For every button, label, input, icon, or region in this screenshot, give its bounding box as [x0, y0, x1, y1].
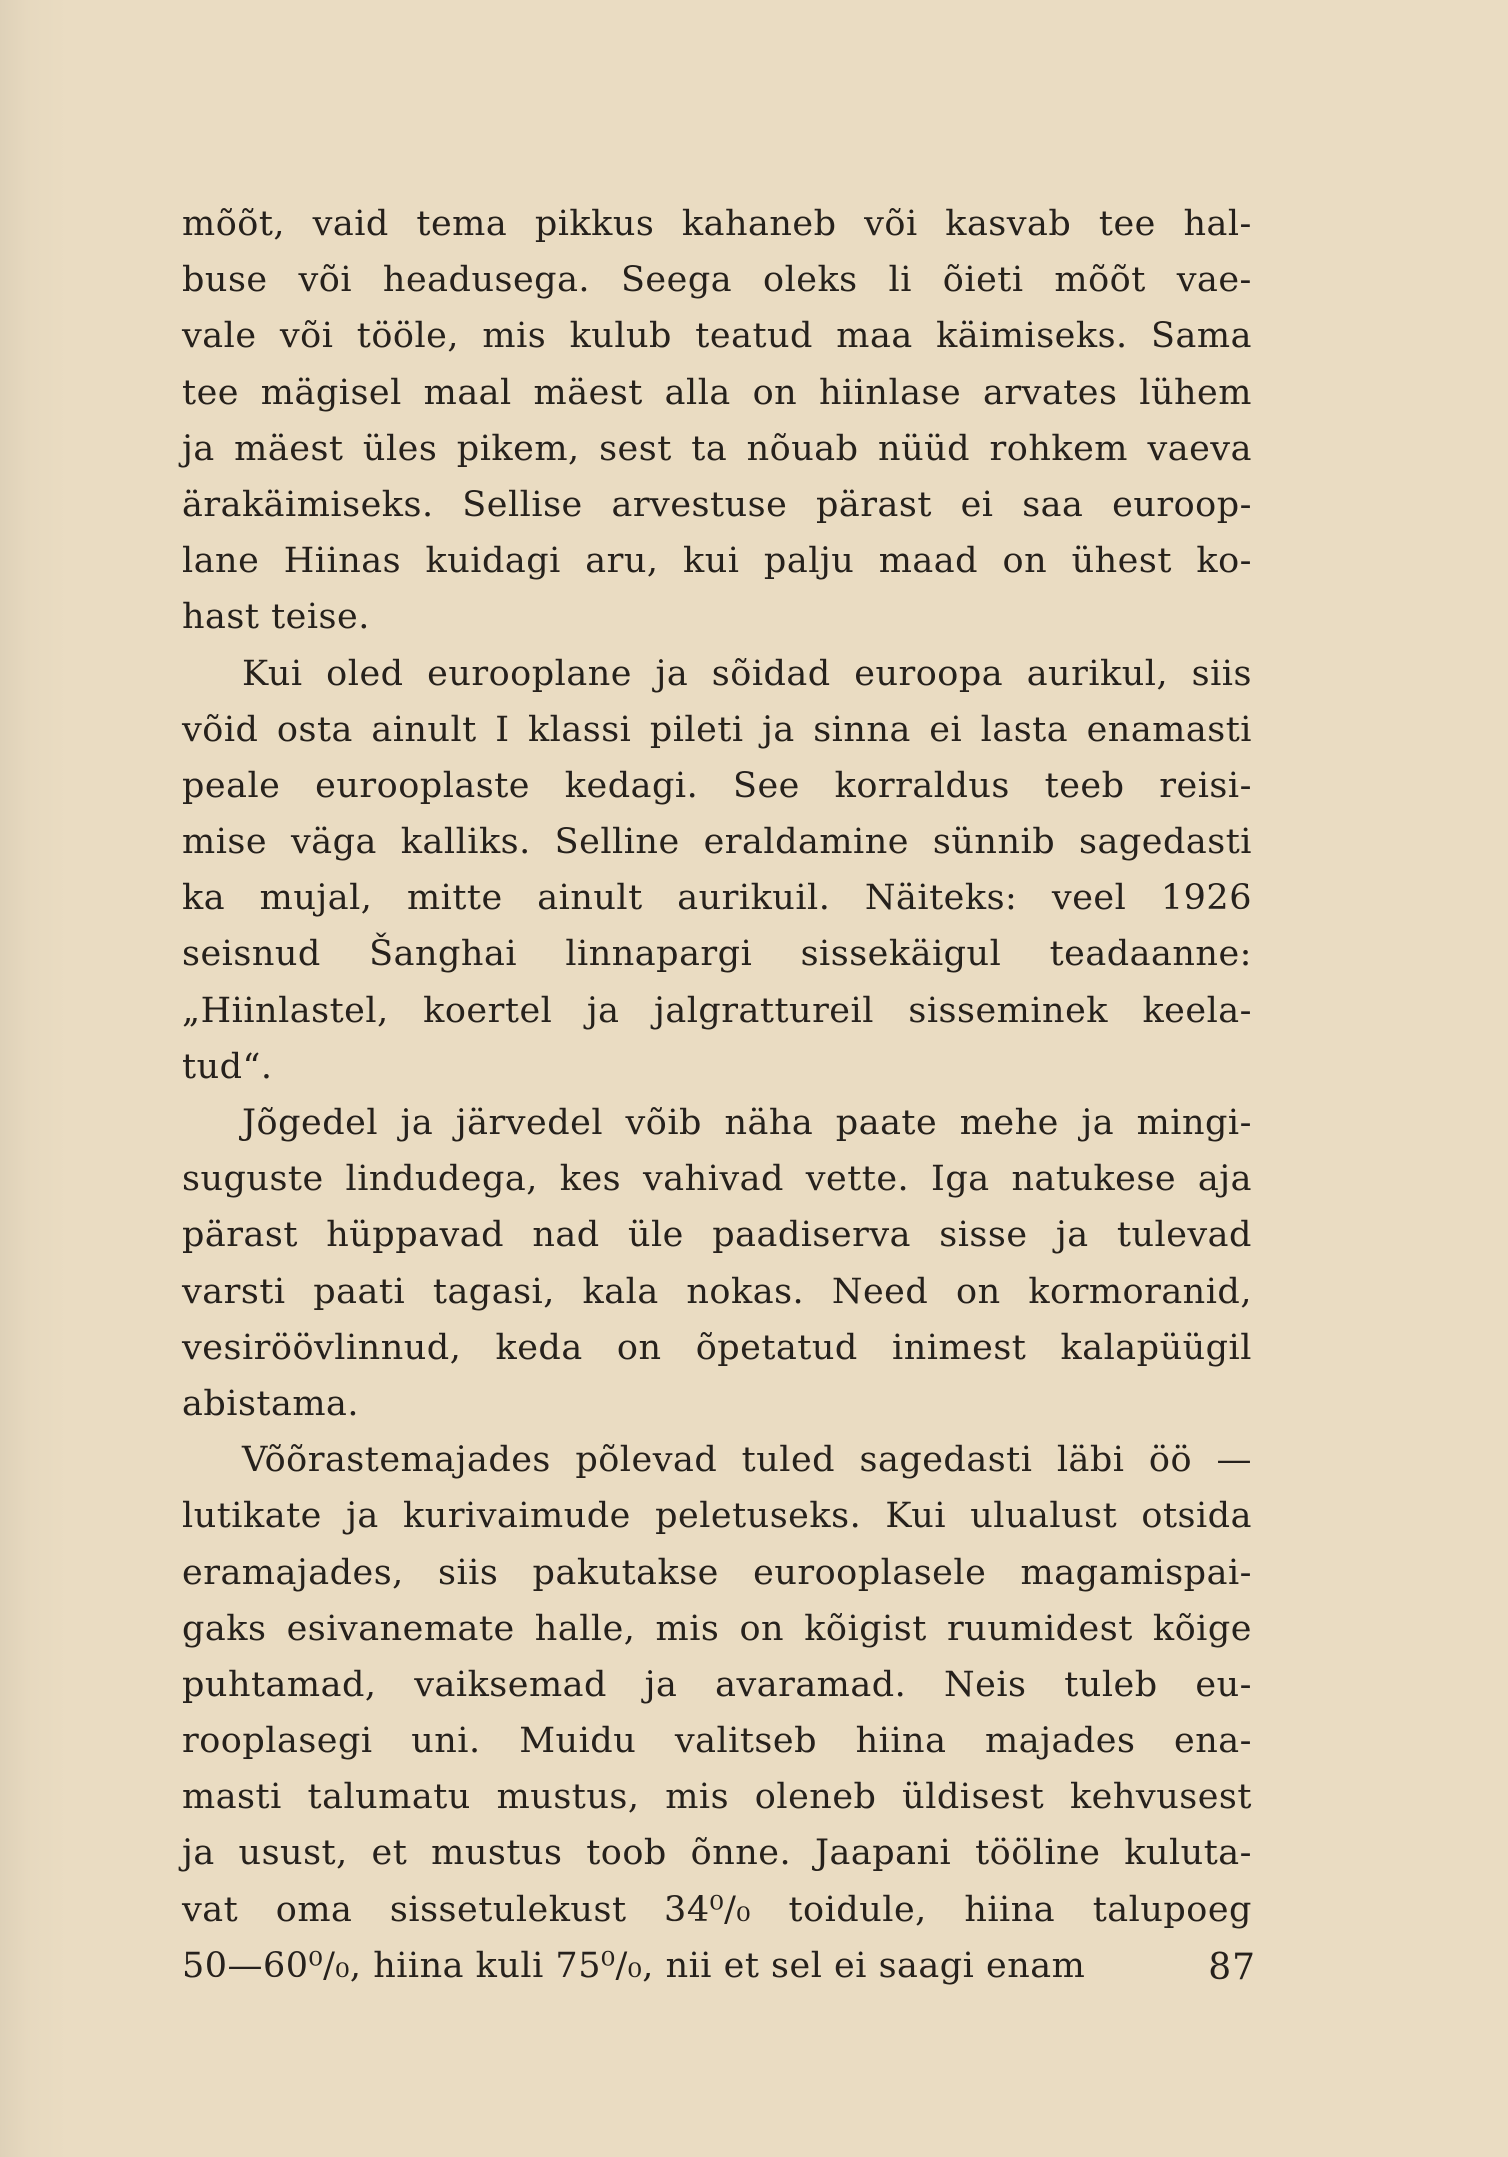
word: saa [1022, 484, 1084, 525]
word: majades [985, 1721, 1136, 1762]
word: nüüd [878, 428, 971, 469]
paragraph [182, 196, 1252, 646]
word: mise [182, 822, 268, 863]
word: üle [627, 1215, 684, 1256]
word: 75⁰/₀, [555, 1945, 666, 1986]
word: Jõgedel [242, 1103, 379, 1143]
word: et [371, 1833, 408, 1874]
word: hiina [373, 1945, 476, 1986]
word: pileti [649, 709, 744, 750]
word: Muidu [519, 1721, 637, 1762]
word: lindudega, [345, 1159, 538, 1200]
word: keda [495, 1327, 583, 1368]
word: kasvab [945, 204, 1072, 244]
word: aurikuil. [677, 878, 831, 919]
word: eurooplasele [753, 1552, 987, 1593]
word: ja [400, 1103, 434, 1143]
word: lasta [980, 709, 1069, 750]
text-line [182, 1151, 1252, 1207]
word: vette. [805, 1159, 910, 1200]
word: tee [182, 372, 239, 413]
word: vesiröövlinnud, [182, 1327, 462, 1368]
word: ja [182, 428, 215, 469]
text-line [182, 758, 1252, 814]
text-line [182, 1713, 1252, 1769]
word: sissekäigul [800, 934, 1002, 975]
word: mägisel [260, 372, 402, 413]
word: maad [878, 541, 979, 582]
word: uni. [411, 1721, 481, 1762]
word: magamispai- [1020, 1552, 1252, 1593]
word: halle, [534, 1608, 636, 1649]
word: tööle, [356, 316, 460, 357]
word: ja [762, 709, 795, 750]
text-line [182, 421, 1252, 477]
word: ärakäimiseks. [182, 484, 434, 525]
word: paate [835, 1103, 938, 1143]
text-line [182, 1095, 1252, 1151]
word: rooplasegi [182, 1721, 373, 1762]
word: ja [1055, 1215, 1089, 1256]
word: kormoranid, [1028, 1271, 1252, 1312]
text-line [182, 196, 1252, 252]
word: eu- [1195, 1664, 1252, 1705]
text-line [182, 1207, 1252, 1263]
word: buse [182, 260, 268, 301]
page-number: 87 [1208, 1947, 1256, 1988]
word: nad [532, 1215, 600, 1256]
word: väga [290, 822, 377, 863]
word: Sellise [462, 484, 583, 525]
word: oleneb [754, 1777, 877, 1818]
word: mäest [234, 428, 344, 469]
text-line [182, 646, 1252, 702]
word: oma [275, 1889, 353, 1930]
word: keela- [1142, 990, 1252, 1031]
text-line [182, 1432, 1252, 1488]
word: või [298, 260, 353, 301]
word: tulevad [1116, 1215, 1252, 1256]
word: tud“. [182, 1046, 273, 1087]
text-line [182, 1769, 1252, 1825]
word: vahivad [642, 1159, 784, 1200]
word: teise. [271, 597, 370, 638]
word: jalgrattureil [653, 990, 874, 1031]
word: pärast [182, 1215, 298, 1256]
word: tööline [975, 1833, 1101, 1874]
word: eurooplane [427, 653, 632, 694]
word: tagasi, [432, 1271, 555, 1312]
word: mis [482, 316, 547, 357]
word: Võõrastemajades [242, 1440, 551, 1481]
word: I [495, 709, 510, 750]
word: inimest [892, 1327, 1027, 1368]
text-line [182, 1488, 1252, 1544]
word: kahaneb [681, 204, 837, 244]
word: euroopa [854, 653, 1004, 694]
word: öö [1148, 1440, 1193, 1481]
word: sissetulekust [389, 1889, 627, 1930]
word: sagedasti [1079, 822, 1252, 863]
word: hiina [855, 1721, 947, 1762]
word: korraldus [834, 765, 1010, 806]
word: hiinlase [818, 372, 962, 413]
word: masti [182, 1777, 282, 1818]
word: Seega [620, 260, 733, 301]
text-line [182, 983, 1252, 1039]
word: 1926 [1160, 878, 1252, 919]
word: 34⁰/₀ [664, 1889, 751, 1930]
word: gaks [182, 1608, 267, 1649]
word: See [732, 765, 800, 806]
word: aja [1197, 1159, 1252, 1200]
word: Näiteks: [864, 878, 1018, 919]
word: mõõt, [182, 204, 286, 244]
word: ja [655, 653, 689, 694]
word: tuled [741, 1440, 836, 1481]
word: vat [182, 1889, 239, 1930]
word: linnapargi [565, 934, 753, 975]
word: hal- [1183, 204, 1252, 244]
word: — [1216, 1440, 1252, 1481]
word: Iga [931, 1159, 990, 1200]
word: esivanemate [286, 1608, 515, 1649]
text-line [182, 252, 1252, 308]
word: teadaanne: [1049, 934, 1252, 975]
word: euroop- [1112, 484, 1252, 525]
word: enamasti [1086, 709, 1252, 750]
word: õnne. [690, 1833, 792, 1874]
word: sinna [813, 709, 911, 750]
word: läbi [1056, 1440, 1125, 1481]
word: talupoeg [1092, 1889, 1252, 1930]
word: ainult [537, 878, 643, 919]
word: on [956, 1271, 1001, 1312]
word: peale [182, 765, 281, 806]
word: sõidad [711, 653, 831, 694]
word: sel [771, 1945, 835, 1986]
body-text [182, 196, 1252, 1994]
word: on [1002, 541, 1048, 582]
word: sisseminek [908, 990, 1108, 1031]
word: ja [1081, 1103, 1115, 1143]
word: 50—60⁰/₀, [182, 1945, 374, 1986]
word: tee [1098, 204, 1156, 244]
word: otsida [1141, 1496, 1252, 1537]
word: kes [559, 1159, 622, 1200]
word: ta [691, 428, 728, 469]
text-line [182, 926, 1252, 982]
word: maa [836, 316, 913, 357]
word: vae- [1176, 260, 1252, 301]
word: kalliks. [400, 822, 531, 863]
word: pärast [815, 484, 932, 525]
word: nii [665, 1945, 724, 1986]
word: kuli [475, 1945, 556, 1986]
word: siis [438, 1552, 499, 1593]
paragraph [182, 1432, 1252, 1994]
word: talumatu [307, 1777, 471, 1818]
text-line [182, 365, 1252, 421]
word: siis [1191, 653, 1252, 694]
text-line [182, 1264, 1252, 1320]
word: Selline [554, 822, 680, 863]
text-line [182, 308, 1252, 364]
text-line [182, 589, 1252, 645]
word: hast [182, 597, 272, 638]
word: sest [599, 428, 672, 469]
word: ühest [1071, 541, 1172, 582]
word: aru, [585, 541, 659, 582]
word: reisi- [1159, 765, 1252, 806]
word: lane [182, 541, 260, 582]
word: mitte [406, 878, 503, 919]
word: ei [834, 1945, 879, 1986]
word: kuluta- [1124, 1833, 1252, 1874]
word: näha [724, 1103, 814, 1143]
word: arvestuse [611, 484, 788, 525]
word: ka [182, 878, 226, 919]
word: mis [665, 1777, 730, 1818]
word: varsti [182, 1271, 286, 1312]
word: palju [763, 541, 855, 582]
word: eraldamine [703, 822, 910, 863]
word: tema [416, 204, 508, 244]
word: võib [625, 1103, 702, 1143]
word: ja [644, 1664, 678, 1705]
word: paadiserva [712, 1215, 911, 1256]
word: mustus [431, 1833, 563, 1874]
word: järvedel [455, 1103, 604, 1143]
text-line [182, 1657, 1252, 1713]
word: ja [346, 1496, 379, 1537]
word: avaramad. [715, 1664, 907, 1705]
word: kuidagi [425, 541, 561, 582]
word: õpetatud [695, 1327, 858, 1368]
word: teeb [1044, 765, 1125, 806]
word: pikem, [456, 428, 580, 469]
word: kala [582, 1271, 659, 1312]
word: veel [1051, 878, 1127, 919]
word: Sama [1151, 316, 1252, 357]
word: Šanghai [369, 934, 518, 975]
word: tuleb [1064, 1664, 1158, 1705]
word: suguste [182, 1159, 324, 1200]
text-line [182, 1039, 1252, 1095]
word: maal [423, 372, 512, 413]
word: seisnud [182, 934, 321, 975]
word: kui [683, 541, 740, 582]
text-line [182, 1376, 1252, 1432]
word: vaid [312, 204, 389, 244]
text-line [182, 1938, 1252, 1994]
word: teatud [695, 316, 813, 357]
text-line [182, 1825, 1252, 1881]
word: rohkem [989, 428, 1128, 469]
word: ulualust [970, 1496, 1118, 1537]
word: kõigist [804, 1608, 927, 1649]
text-line [182, 1882, 1252, 1938]
word: ja [586, 990, 620, 1031]
text-line [182, 533, 1252, 589]
word: kedagi. [564, 765, 699, 806]
word: mujal, [259, 878, 373, 919]
word: pikkus [534, 204, 655, 244]
word: abistama. [182, 1383, 360, 1424]
word: hiina [964, 1889, 1056, 1930]
word: saagi [878, 1945, 986, 1986]
word: või [864, 204, 918, 244]
word: eurooplaste [315, 765, 531, 806]
word: mehe [959, 1103, 1059, 1143]
word: vale [182, 316, 257, 357]
word: Hiinas [283, 541, 402, 582]
word: on [739, 1608, 785, 1649]
word: sagedasti [859, 1440, 1033, 1481]
word: aurikul, [1026, 653, 1169, 694]
word: ena- [1174, 1721, 1252, 1762]
word: kalapüügil [1060, 1327, 1252, 1368]
word: alla [664, 372, 731, 413]
word: ei [929, 709, 963, 750]
word: mustus, [496, 1777, 640, 1818]
word: kurivaimude [403, 1496, 631, 1537]
text-line [182, 1320, 1252, 1376]
word: Jaapani [814, 1833, 952, 1874]
word: võid [182, 709, 259, 750]
word: nokas. [686, 1271, 805, 1312]
word: paati [313, 1271, 406, 1312]
word: lutikate [182, 1496, 322, 1537]
word: või [279, 316, 334, 357]
word: „Hiinlastel, [182, 990, 389, 1031]
word: Need [831, 1271, 929, 1312]
word: nõuab [746, 428, 859, 469]
word: ja [182, 1833, 215, 1874]
word: Kui [242, 653, 303, 694]
word: toob [586, 1833, 667, 1874]
word: kõige [1152, 1608, 1252, 1649]
word: on [752, 372, 798, 413]
word: eramajades, [182, 1552, 404, 1593]
word: käimiseks. [936, 316, 1128, 357]
word: üles [362, 428, 438, 469]
text-line [182, 477, 1252, 533]
word: vaeva [1147, 428, 1252, 469]
word: et [723, 1945, 772, 1986]
paragraph [182, 646, 1252, 1096]
word: osta [276, 709, 353, 750]
word: klassi [527, 709, 632, 750]
word: ainult [371, 709, 477, 750]
word: pakutakse [532, 1552, 719, 1593]
word: üldisest [902, 1777, 1045, 1818]
text-line [182, 814, 1252, 870]
word: Neis [944, 1664, 1027, 1705]
text-line [182, 1545, 1252, 1601]
word: lühem [1139, 372, 1252, 413]
word: on [616, 1327, 662, 1368]
paragraph [182, 1095, 1252, 1432]
word: sisse [939, 1215, 1028, 1256]
word: kulub [569, 316, 672, 357]
word: ruumidest [946, 1608, 1133, 1649]
word: põlevad [575, 1440, 718, 1481]
word: headusega. [382, 260, 591, 301]
word: arvates [983, 372, 1118, 413]
word: mäest [533, 372, 643, 413]
word: usust, [238, 1833, 348, 1874]
word: toidule, [788, 1889, 927, 1930]
word: vaiksemad [414, 1664, 607, 1705]
word: mingi- [1136, 1103, 1252, 1143]
text-line [182, 870, 1252, 926]
word: kehvusest [1069, 1777, 1252, 1818]
word: mõõt [1054, 260, 1146, 301]
word: li [888, 260, 912, 301]
word: puhtamad, [182, 1664, 377, 1705]
word: koertel [423, 990, 553, 1031]
word: valitseb [674, 1721, 818, 1762]
word: oleks [763, 260, 858, 301]
text-line [182, 702, 1252, 758]
word: õieti [942, 260, 1024, 301]
word: mis [655, 1608, 720, 1649]
word: sünnib [932, 822, 1056, 863]
word: oled [326, 653, 404, 694]
word: ei [960, 484, 994, 525]
word: Kui [885, 1496, 947, 1537]
word: enam [986, 1945, 1086, 1986]
word: ko- [1196, 541, 1252, 582]
word: peletuseks. [655, 1496, 862, 1537]
text-line [182, 1601, 1252, 1657]
word: natukese [1011, 1159, 1177, 1200]
word: hüppavad [326, 1215, 505, 1256]
